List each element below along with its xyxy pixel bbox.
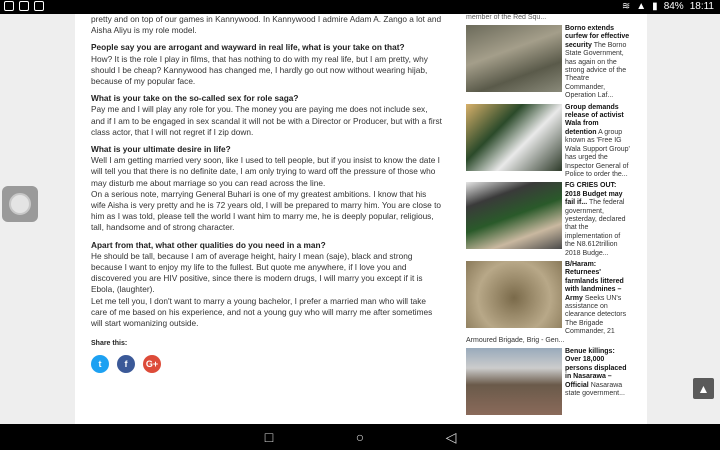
article-paragraph: pretty and on top of our games in Kannywood. In Kannywood I admire Adam A. Zango a lot and Aisha Aliyu is my role model. <box>91 14 442 36</box>
twitter-icon[interactable]: t <box>91 355 109 373</box>
news-title[interactable]: Benue killings: Over 18,000 persons displaced in Nasarawa – Official <box>565 348 627 389</box>
news-item[interactable] <box>466 104 631 180</box>
clock: 18:11 <box>689 1 714 12</box>
news-thumbnail[interactable] <box>466 104 562 171</box>
news-item[interactable] <box>466 182 631 258</box>
news-thumbnail[interactable] <box>466 348 562 415</box>
news-summary: Seeks UN's assistance on clearance detectors The Brigade Commander, 21 Armoured Brigade, Brig - Gen... <box>466 294 627 344</box>
news-item[interactable] <box>466 261 631 345</box>
recent-apps-button[interactable]: □ <box>264 429 274 445</box>
interview-question: People say you are arrogant and wayward in real life, what is your take on that? <box>91 42 405 53</box>
news-title[interactable]: Group demands release of activist Wala from detention <box>565 103 624 136</box>
news-title[interactable]: FG CRIES OUT: 2018 Budget may fail if... <box>565 182 623 207</box>
interview-answer: Let me tell you, I don't want to marry a young bachelor, I prefer a married man who will take care of me based on his experience, and not a young guy who will marry me after sometimes will start womanizing outside. <box>91 295 433 329</box>
share-buttons <box>91 355 443 373</box>
interview-question: What is your ultimate desire in life? <box>91 144 231 155</box>
news-summary: Nasarawa state government... <box>565 381 625 398</box>
scroll-to-top-button[interactable] <box>693 378 714 399</box>
phone-icon <box>19 1 29 11</box>
news-title[interactable]: B/Haram: Returnees' farmlands littered with landmines – Army <box>565 260 624 302</box>
signal-icon: ▲ <box>636 1 647 12</box>
home-button[interactable]: ○ <box>355 429 365 445</box>
news-title[interactable]: Borno extends curfew for effective security <box>565 25 630 49</box>
status-bar <box>0 0 720 14</box>
related-news-sidebar <box>466 14 631 416</box>
interview-question: Apart from that, what other qualities do you need in a man? <box>91 239 326 250</box>
news-thumbnail[interactable] <box>466 25 562 92</box>
facebook-icon[interactable]: f <box>117 355 135 373</box>
article-body <box>91 14 443 373</box>
back-button[interactable]: ◁ <box>445 428 457 445</box>
navigation-bar <box>0 424 720 450</box>
google-plus-icon[interactable]: G+ <box>143 355 161 373</box>
news-thumbnail[interactable] <box>466 182 562 249</box>
interview-answer: On a serious note, marrying General Buhari is one of my greatest ambitions. I know that his wife Aisha is very pretty and he is 72 years old, I will be prepared to marry him. You are close to him as I was told, please tell the world I want him to marry me, he is deeply popular, religious, tall, handsome and of strong character. <box>91 188 442 233</box>
web-page <box>75 14 647 424</box>
floating-assistive-button[interactable] <box>2 186 38 222</box>
share-label: Share this: <box>91 340 128 348</box>
sidebar-fragment: member of the Red Squ... <box>466 14 547 21</box>
browser-viewport[interactable] <box>0 14 720 424</box>
interview-question: What is your take on the so-called sex for role saga? <box>91 93 299 104</box>
alarm-icon <box>34 1 44 11</box>
interview-answer: Well I am getting married very soon, like I used to tell people, but if you insist to know the date I will tell you that there is no definite date, I am only trying to ward off the pressure of those who may disturb me about marriage so you can read across the line. <box>91 155 440 188</box>
interview-answer: How? It is the role I play in films, that has nothing to do with my real life, but I am pretty, why should I be cheap? Kannywood has changed me, I hardly go out now without wearing hijab, because of my popular face. <box>91 53 428 87</box>
battery-icon: ▮ <box>652 1 658 12</box>
news-summary: The federal government, yesterday, declared that the implementation of the N8.612trillion 2018 Budge... <box>565 199 626 257</box>
news-item[interactable] <box>466 348 631 398</box>
interview-answer: Pay me and I will play any role for you. The money you are paying me does not include sex, and if I am to be engaged in sex scandal it will not be with a Director or Producer, but with a first class actor, that I will not regret if I zip down. <box>91 104 442 137</box>
notification-icon <box>4 1 14 11</box>
news-item[interactable] <box>466 25 631 101</box>
interview-answer: He should be tall, because I am of average height, hairy I mean (saje), black and strong because I want to enjoy my life to the fullest. But quote me anywhere, if I love you and discovered you are HIV positive, since there is modern drugs, I will marry you except if it is Ebola, (laughter). <box>91 250 423 295</box>
news-summary: A group known as 'Free IG Wala Support Group' has urged the Inspector General of Police to order the... <box>565 128 630 178</box>
news-summary: The Borno State Government, has again on the strong advice of the Theatre Commander, Operation Laf... <box>565 41 627 100</box>
news-thumbnail[interactable] <box>466 261 562 328</box>
arrow-up-icon: ▲ <box>697 381 710 396</box>
wifi-icon: ≋ <box>621 1 631 12</box>
battery-percent: 84% <box>663 1 684 12</box>
assistive-touch-icon <box>9 193 31 215</box>
